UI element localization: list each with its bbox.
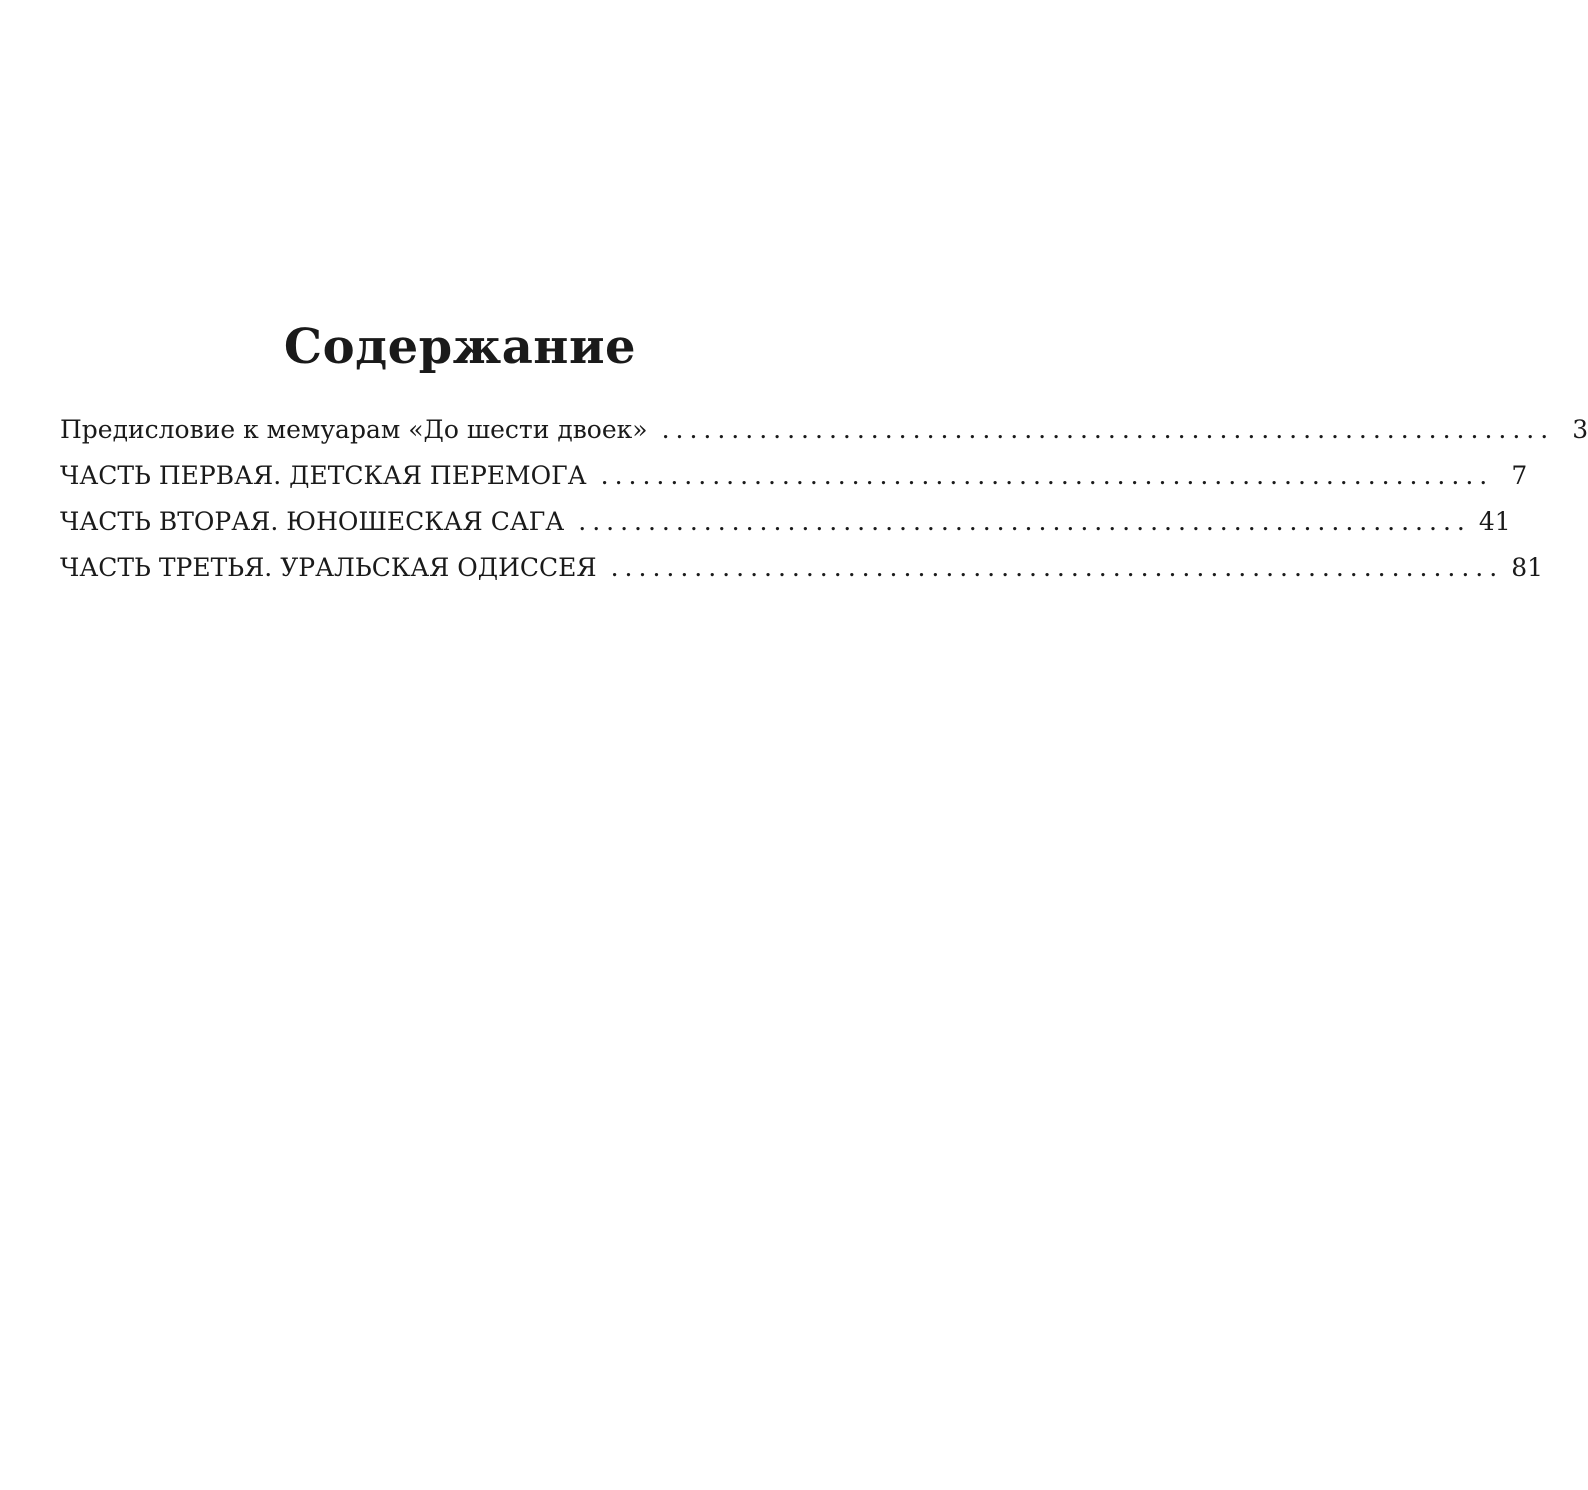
toc-entry-preface: [60, 407, 1588, 453]
toc-entry-part-one: [60, 453, 1528, 499]
dot-leader: ................................................................: [578, 507, 1471, 536]
toc-page-number: 41: [1478, 507, 1511, 536]
table-of-contents: [60, 407, 1588, 591]
toc-entry-title: ЧАСТЬ ВТОРАЯ. ЮНОШЕСКАЯ САГА: [60, 507, 565, 536]
toc-entry-part-two: [60, 499, 1511, 545]
toc-entry-part-three: [60, 545, 1544, 591]
dot-leader: ................................................................: [600, 461, 1494, 490]
dot-leader: ................................................................: [661, 415, 1555, 444]
toc-page-number: 7: [1511, 461, 1528, 490]
toc-entry-title: ЧАСТЬ ПЕРВАЯ. ДЕТСКАЯ ПЕРЕМОГА: [60, 461, 587, 490]
dot-leader: ................................................................: [610, 553, 1504, 582]
toc-page-number: 81: [1511, 553, 1544, 582]
toc-entry-title: Предисловие к мемуарам «До шести двоек»: [60, 415, 648, 444]
toc-page-number: 3: [1572, 415, 1588, 444]
page-title: Содержание: [283, 319, 637, 375]
toc-entry-title: ЧАСТЬ ТРЕТЬЯ. УРАЛЬСКАЯ ОДИССЕЯ: [60, 553, 597, 582]
